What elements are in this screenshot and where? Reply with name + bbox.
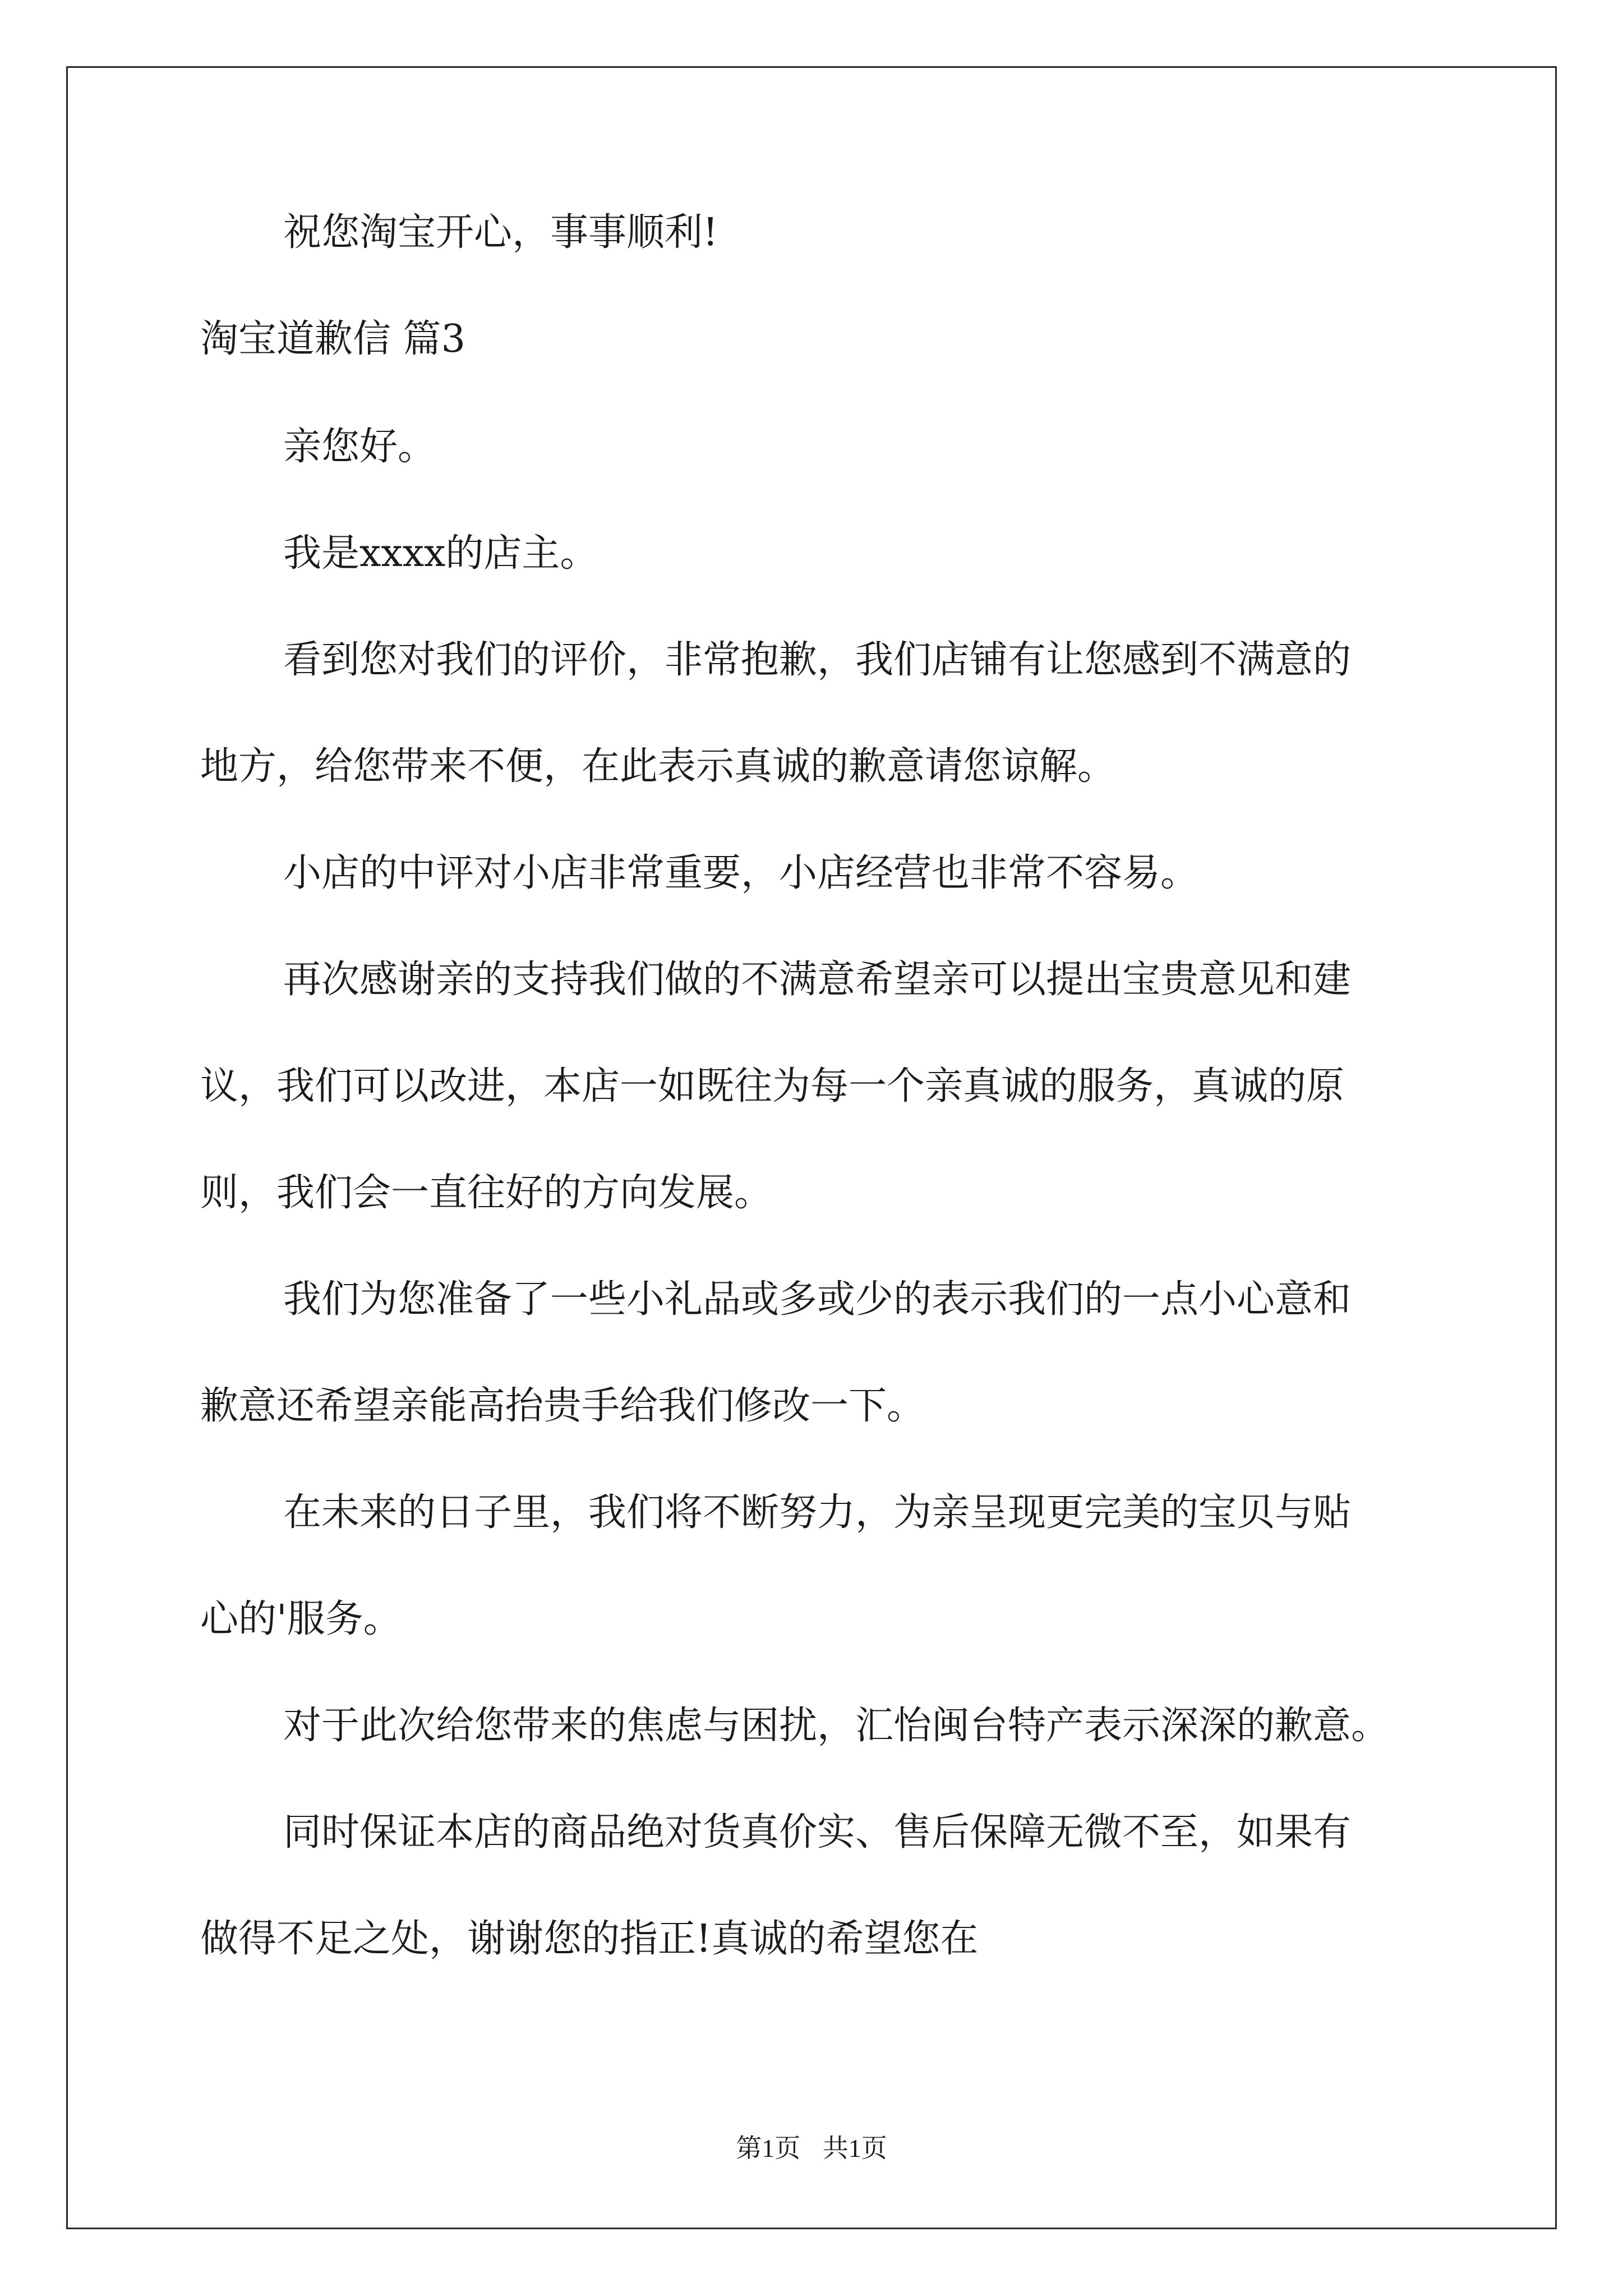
section-heading: 淘宝道歉信 篇3	[200, 317, 465, 361]
paragraph-line: 小店的中评对小店非常重要，小店经营也非常不容易。	[283, 851, 1199, 895]
paragraph-line: 祝您淘宝开心，事事顺利!	[283, 210, 718, 255]
paragraph-line: 我是xxxx的店主。	[283, 531, 598, 576]
paragraph-line: 我们为您准备了一些小礼品或多或少的表示我们的一点小心意和	[283, 1277, 1352, 1322]
paragraph-line: 歉意还希望亲能高抬贵手给我们修改一下。	[200, 1384, 925, 1428]
paragraph-line: 在未来的日子里，我们将不断努力，为亲呈现更完美的宝贝与贴	[283, 1490, 1352, 1535]
paragraph-line: 同时保证本店的商品绝对货真价实、售后保障无微不至，如果有	[283, 1810, 1352, 1855]
paragraph-line: 再次感谢亲的支持我们做的不满意希望亲可以提出宝贵意见和建	[283, 958, 1352, 1002]
page-footer	[0, 2132, 1623, 2165]
page-total: 共1页	[822, 2134, 887, 2162]
paragraph-line: 则，我们会一直往好的方向发展。	[200, 1171, 773, 1215]
page-number: 第1页	[736, 2134, 801, 2162]
paragraph-line: 对于此次给您带来的焦虑与困扰，汇怡闽台特产表示深深的歉意。	[283, 1704, 1390, 1748]
paragraph-line: 心的'服务。	[200, 1597, 402, 1641]
paragraph-line: 看到您对我们的评价，非常抱歉，我们店铺有让您感到不满意的	[283, 638, 1352, 682]
paragraph-line: 议，我们可以改进，本店一如既往为每一个亲真诚的服务，真诚的原	[200, 1064, 1345, 1108]
page-border	[66, 66, 1557, 2229]
paragraph-line: 地方，给您带来不便，在此表示真诚的歉意请您谅解。	[200, 744, 1116, 789]
paragraph-line: 做得不足之处，谢谢您的指正!真诚的希望您在	[200, 1917, 979, 1961]
paragraph-line: 亲您好。	[283, 425, 436, 469]
